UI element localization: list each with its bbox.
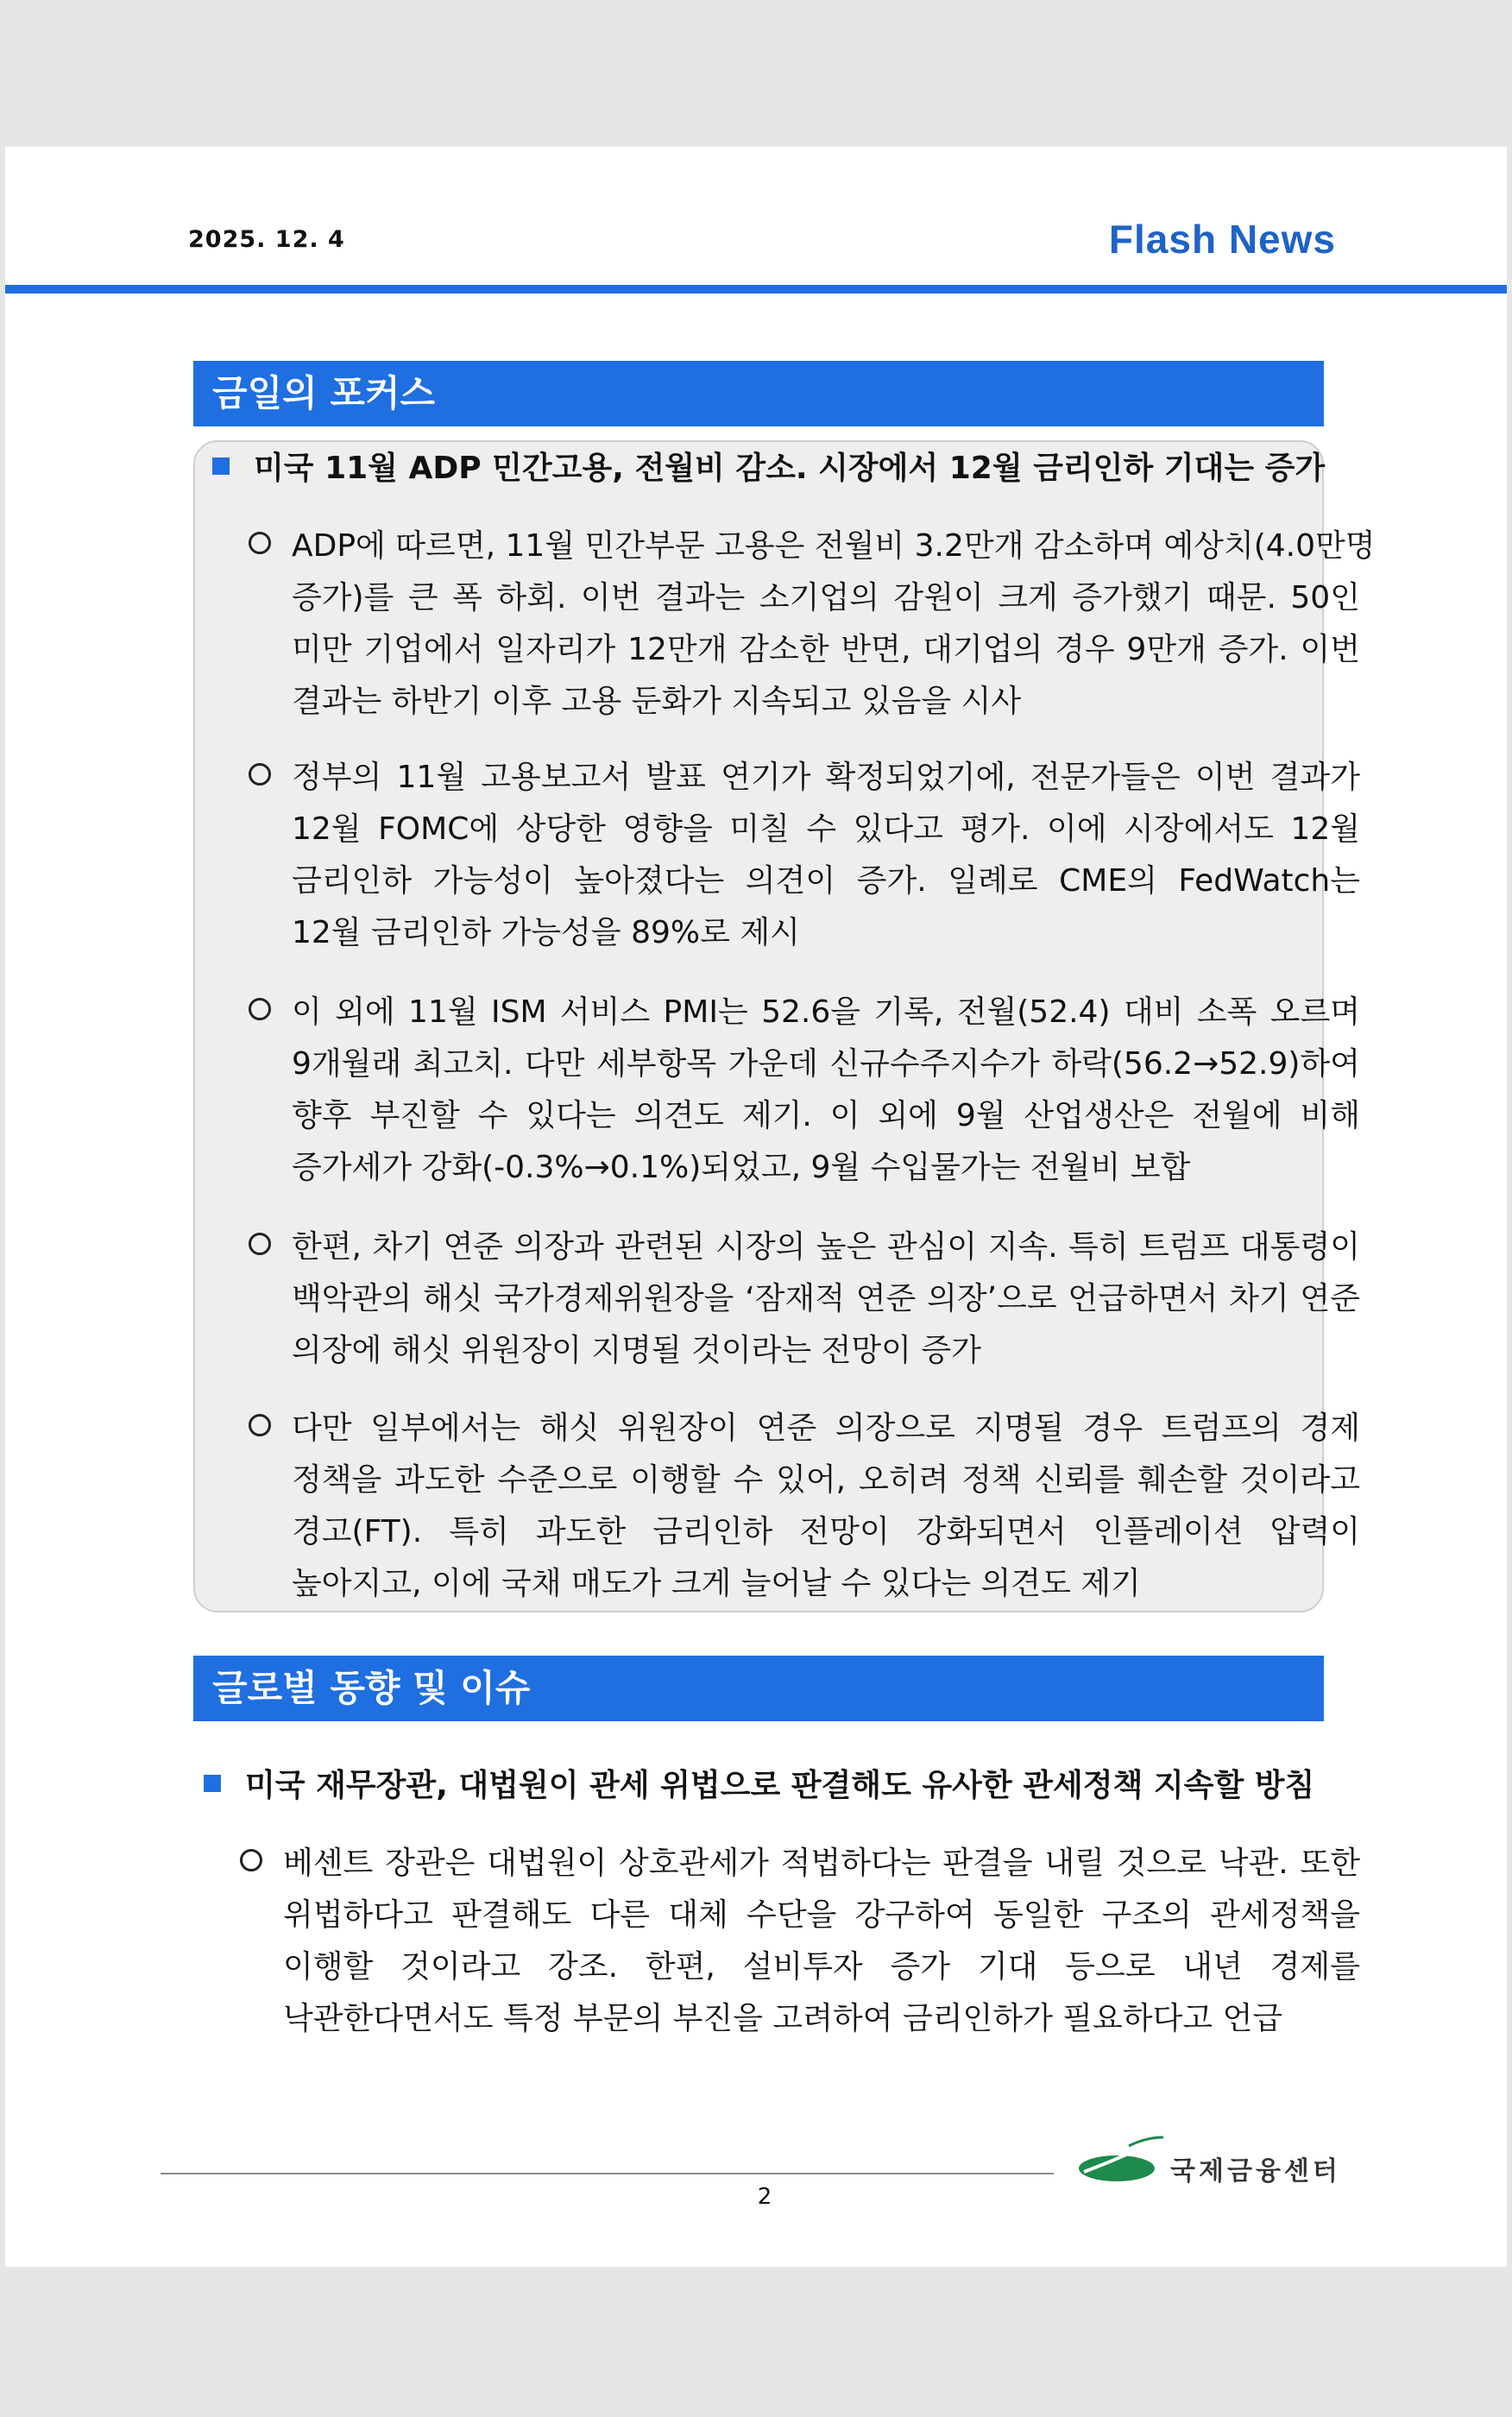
bullet-line: 증가세가 강화(-0.3%→0.1%)되었고, 9월 수입물가는 전월비 보합 xyxy=(292,1150,1191,1185)
focus-heading xyxy=(212,444,1325,488)
kcif-logo-text: 국제금융센터 xyxy=(1170,2156,1341,2187)
bullet-line: 정책을 과도한 수준으로 이행할 수 있어, 오히려 정책 신뢰를 훼손할 것이라고 xyxy=(292,1462,1360,1498)
section-title-global: 글로벌 동향 및 이슈 xyxy=(193,1656,1324,1721)
bullet-line: 다만 일부에서는 해싯 위원장이 연준 의장으로 지명될 경우 트럼프의 경제 xyxy=(292,1410,1360,1446)
bullet-line: 증가)를 큰 폭 하회. 이번 결과는 소기업의 감원이 크게 증가했기 때문. 50인 xyxy=(292,580,1360,615)
page-number: 2 xyxy=(757,2184,772,2210)
flash-news-title: Flash News xyxy=(1108,217,1336,262)
bullet-line: 위법하다고 판결해도 다른 대체 수단을 강구하여 동일한 구조의 관세정책을 xyxy=(283,1897,1360,1933)
circle-bullet-icon xyxy=(249,763,271,786)
report-date: 2025. 12. 4 xyxy=(188,226,345,253)
bullet-line: 향후 부진할 수 있다는 의견도 제기. 이 외에 9월 산업생산은 전월에 비해 xyxy=(292,1098,1360,1133)
bullet-line: 이행할 것이라고 강조. 한편, 설비투자 증가 기대 등으로 내년 경제를 xyxy=(283,1949,1360,1985)
square-bullet-icon xyxy=(212,458,230,475)
global-heading xyxy=(204,1761,1314,1805)
circle-bullet-icon xyxy=(249,1233,271,1255)
bullet-line: 한편, 차기 연준 의장과 관련된 시장의 높은 관심이 지속. 특히 트럼프 대통령이 xyxy=(292,1229,1360,1265)
bullet-line: 12월 금리인하 가능성을 89%로 제시 xyxy=(292,915,800,950)
bullet-line: 높아지고, 이에 국채 매도가 크게 늘어날 수 있다는 의견도 제기 xyxy=(292,1566,1141,1601)
footer-divider xyxy=(161,2173,1054,2174)
bullet-line: ADP에 따르면, 11월 민간부문 고용은 전월비 3.2만개 감소하며 예상치(4.0만명 xyxy=(292,528,1376,564)
bullet-line: 금리인하 가능성이 높아졌다는 의견이 증가. 일례로 CME의 FedWatch는 xyxy=(292,863,1360,899)
bullet-line: 경고(FT). 특히 과도한 금리인하 전망이 강화되면서 인플레이션 압력이 xyxy=(292,1514,1360,1549)
bullet-line: 이 외에 11월 ISM 서비스 PMI는 52.6을 기록, 전월(52.4) 대비 소폭 오르며 xyxy=(292,994,1360,1030)
bullet-line: 미만 기업에서 일자리가 12만개 감소한 반면, 대기업의 경우 9만개 증가. 이번 xyxy=(292,632,1360,667)
circle-bullet-icon xyxy=(249,1414,271,1436)
section-title-focus: 금일의 포커스 xyxy=(193,361,1324,426)
circle-bullet-icon xyxy=(249,532,271,554)
bullet-line: 결과는 하반기 이후 고용 둔화가 지속되고 있음을 시사 xyxy=(292,684,1022,719)
bullet-line: 9개월래 최고치. 다만 세부항목 가운데 신규수주지수가 하락(56.2→52.9)하여 xyxy=(292,1046,1360,1082)
bullet-line: 베센트 장관은 대법원이 상호관세가 적법하다는 판결을 내릴 것으로 낙관. 또한 xyxy=(283,1846,1360,1881)
square-bullet-icon xyxy=(204,1775,221,1792)
bullet-line: 낙관한다면서도 특정 부문의 부진을 고려하여 금리인하가 필요하다고 언급 xyxy=(283,2001,1283,2036)
focus-heading-text: 미국 11월 ADP 민간고용, 전월비 감소. 시장에서 12월 금리인하 기대는 증가 xyxy=(254,451,1326,486)
circle-bullet-icon xyxy=(240,1849,262,1871)
circle-bullet-icon xyxy=(249,998,271,1020)
kcif-logo-icon xyxy=(1077,2134,1167,2187)
bullet-line: 의장에 해싯 위원장이 지명될 것이라는 전망이 증가 xyxy=(292,1333,981,1368)
bullet-line: 12월 FOMC에 상당한 영향을 미칠 수 있다고 평가. 이에 시장에서도 12월 xyxy=(292,811,1360,847)
bullet-line: 정부의 11월 고용보고서 발표 연기가 확정되었기에, 전문가들은 이번 결과가 xyxy=(292,760,1360,795)
header-divider xyxy=(5,285,1507,293)
bullet-line: 백악관의 해싯 국가경제위원장을 ‘잠재적 연준 의장’으로 언급하면서 차기 연준 xyxy=(292,1281,1360,1316)
global-heading-text: 미국 재무장관, 대법원이 관세 위법으로 판결해도 유사한 관세정책 지속할 방침 xyxy=(245,1768,1315,1803)
